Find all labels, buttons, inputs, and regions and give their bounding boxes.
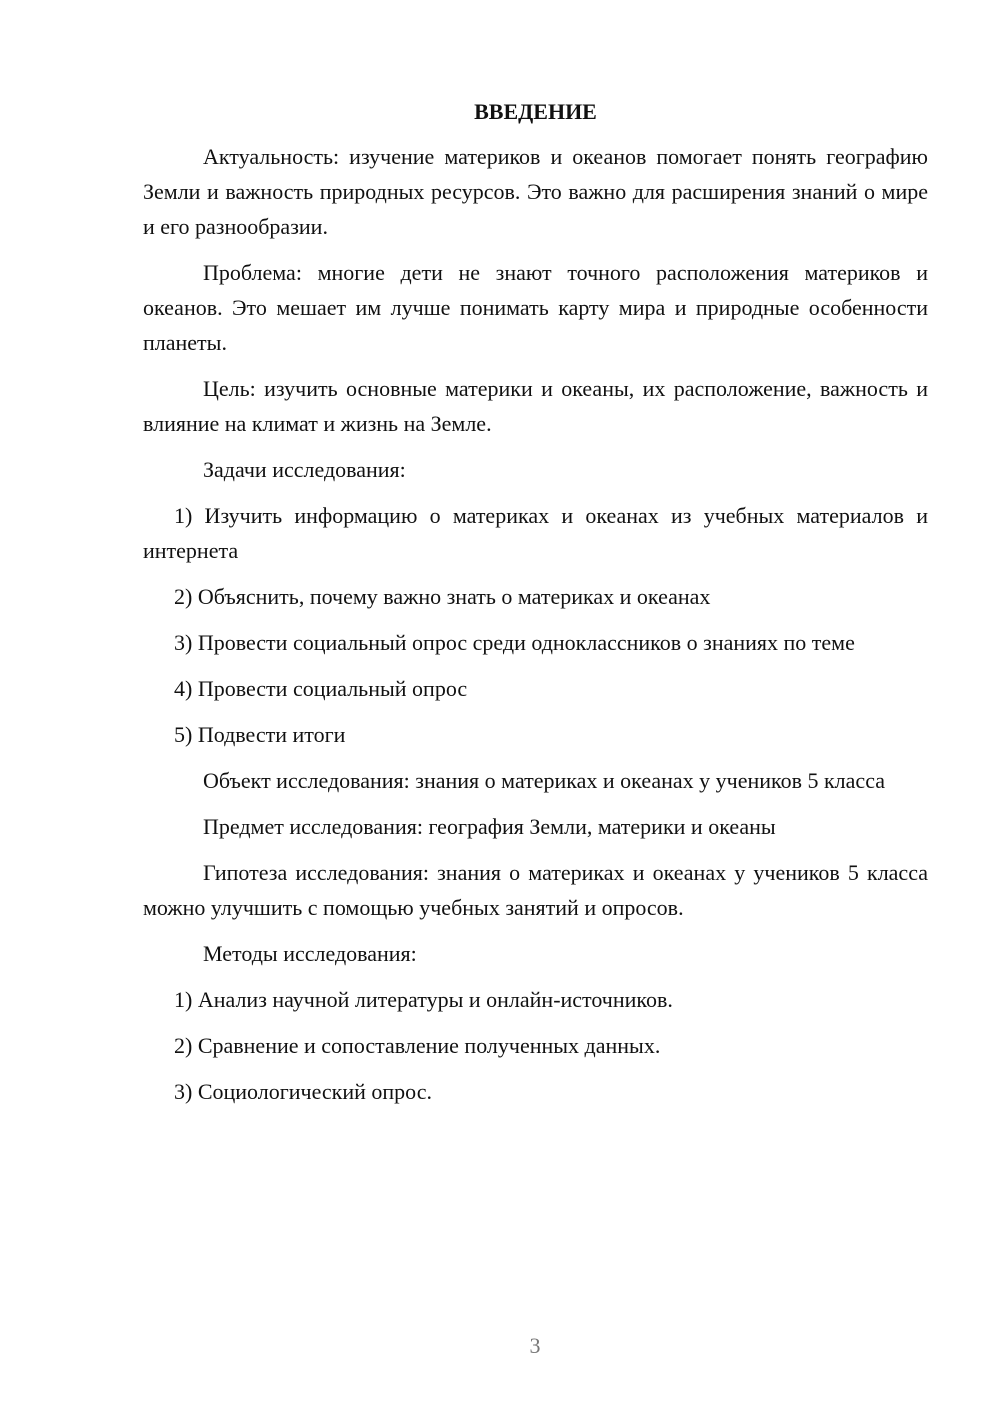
methods-heading: Методы исследования: [203, 941, 417, 966]
task-item: 4) Провести социальный опрос [174, 676, 468, 701]
page-number: 3 [529, 1333, 541, 1358]
task-item: 3) Провести социальный опрос среди одноклассников о знаниях по теме [174, 630, 855, 655]
tasks-heading: Задачи исследования: [203, 457, 406, 482]
subject-paragraph: Предмет исследования: география Земли, материки и океаны [203, 814, 776, 839]
task-item: 1) Изучить информацию о материках и океанах из учебных материалов и интернета [143, 503, 928, 563]
page-content [143, 94, 928, 1120]
goal-paragraph: Цель: изучить основные материки и океаны, их расположение, важность и влияние на климат и жизнь на Земле. [143, 376, 928, 436]
task-item: 5) Подвести итоги [174, 722, 346, 747]
method-item: 2) Сравнение и сопоставление полученных данных. [174, 1033, 661, 1058]
task-item: 2) Объяснить, почему важно знать о материках и океанах [174, 584, 711, 609]
problem-paragraph: Проблема: многие дети не знают точного расположения материков и океанов. Это мешает им лучше понимать карту мира и природные особенности планеты. [143, 260, 928, 355]
method-item: 3) Социологический опрос. [174, 1079, 432, 1104]
object-paragraph: Объект исследования: знания о материках и океанах у учеников 5 класса [203, 768, 885, 793]
page-title: ВВЕДЕНИЕ [474, 99, 597, 124]
hypothesis-paragraph: Гипотеза исследования: знания о материках и океанах у учеников 5 класса можно улучшить с помощью учебных занятий и опросов. [143, 860, 928, 920]
relevance-paragraph: Актуальность: изучение материков и океанов помогает понять географию Земли и важность природных ресурсов. Это важно для расширения знаний о мире и его разнообразии. [143, 144, 928, 239]
method-item: 1) Анализ научной литературы и онлайн-источников. [174, 987, 673, 1012]
